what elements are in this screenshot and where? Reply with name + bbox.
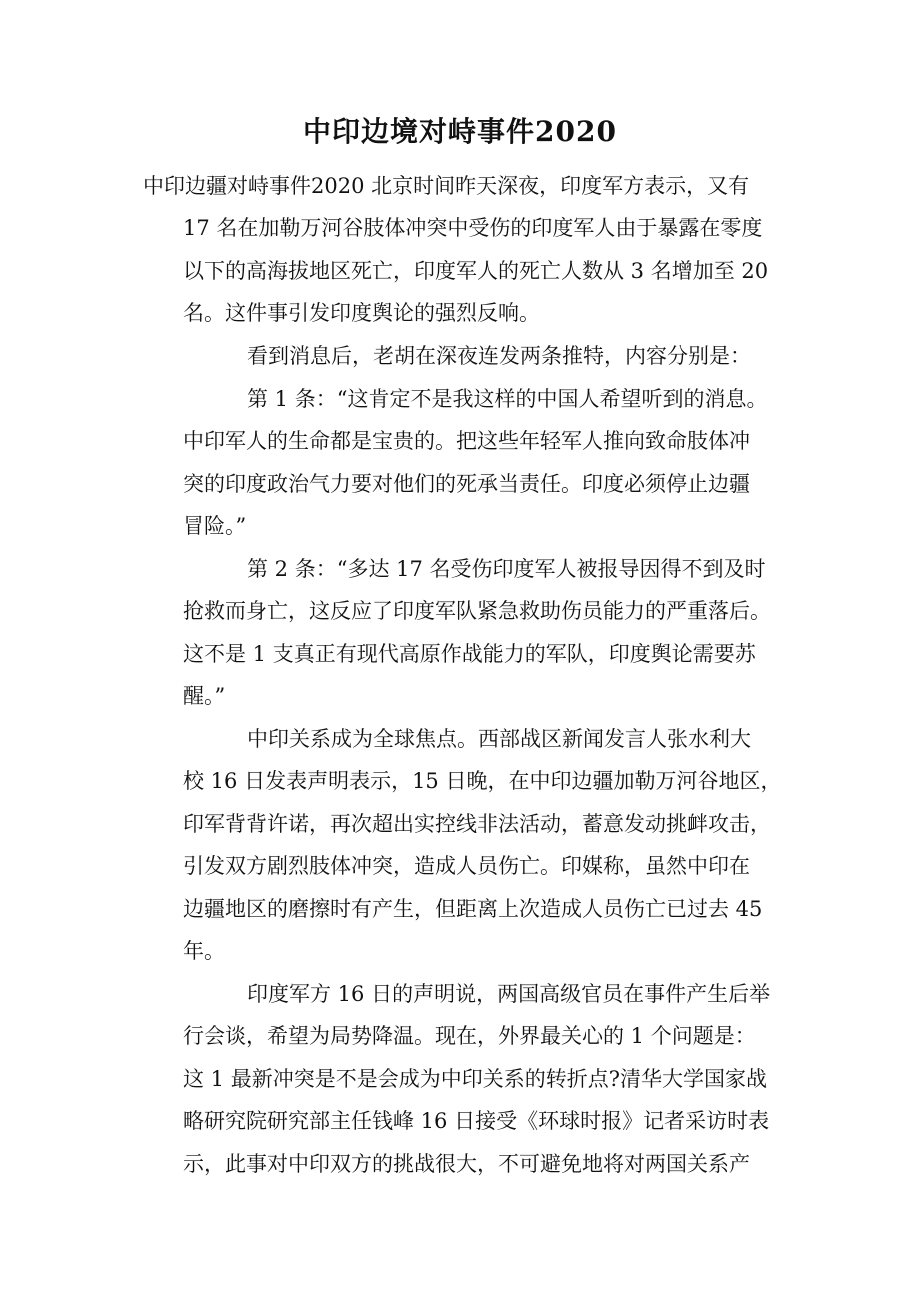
paragraph-line: 17 名在加勒万河谷肢体冲突中受伤的印度军人由于暴露在零度 [183, 216, 763, 240]
paragraph-line: 引发双方剧烈肢体冲突，造成人员伤亡。印媒称，虽然中印在 [183, 854, 750, 878]
paragraph-line: 抢救而身亡，这反应了印度军队紧急救助伤员能力的严重落后。 [183, 599, 771, 623]
paragraph-line: 中印军人的生命都是宝贵的。把这些年轻军人推向致命肢体冲 [183, 429, 750, 453]
paragraph-line: 行会谈，希望为局势降温。现在，外界最关心的 1 个问题是： [183, 1024, 756, 1048]
paragraph-line: 边疆地区的磨擦时有产生，但距离上次造成人员伤亡已过去 45 [183, 897, 763, 921]
paragraph-line: 看到消息后，老胡在深夜连发两条推特，内容分别是： [247, 344, 751, 368]
paragraph-line: 这不是 1 支真正有现代高原作战能力的军队，印度舆论需要苏 [183, 642, 756, 666]
paragraph-line: 以下的高海拔地区死亡，印度军人的死亡人数从 3 名增加至 20 [183, 259, 769, 283]
paragraph-line: 年。 [183, 939, 225, 963]
paragraph-line: 这 1 最新冲突是不是会成为中印关系的转折点?清华大学国家战 [183, 1067, 767, 1091]
paragraph-line: 印度军方 16 日的声明说，两国高级官员在事件产生后举 [247, 982, 771, 1006]
paragraph-line: 中印关系成为全球焦点。西部战区新闻发言人张水利大 [247, 727, 751, 751]
paragraph-line: 校 16 日发表声明表示，15 日晚，在中印边疆加勒万河谷地区， [183, 769, 782, 793]
document-title: 中印边境对峙事件2020 [303, 115, 617, 148]
paragraph-line: 名。这件事引发印度舆论的强烈反响。 [183, 301, 540, 325]
paragraph-line: 第 1 条：“这肯定不是我这样的中国人希望听到的消息。 [247, 387, 768, 411]
paragraph-line: 略研究院研究部主任钱峰 16 日接受《环球时报》记者采访时表 [183, 1109, 770, 1133]
paragraph-line: 中印边疆对峙事件2020 北京时间昨天深夜，印度军方表示，又有 [143, 174, 750, 198]
paragraph-line: 冒险。” [183, 514, 247, 538]
paragraph-line: 示，此事对中印双方的挑战很大，不可避免地将对两国关系产 [183, 1152, 750, 1176]
paragraph-line: 醒。” [183, 684, 226, 708]
paragraph-line: 突的印度政治气力要对他们的死承当责任。印度必须停止边疆 [183, 472, 750, 496]
paragraph-line: 第 2 条：“多达 17 名受伤印度军人被报导因得不到及时 [247, 557, 766, 581]
paragraph-line: 印军背背许诺，再次超出实控线非法活动，蓄意发动挑衅攻击， [183, 812, 771, 836]
